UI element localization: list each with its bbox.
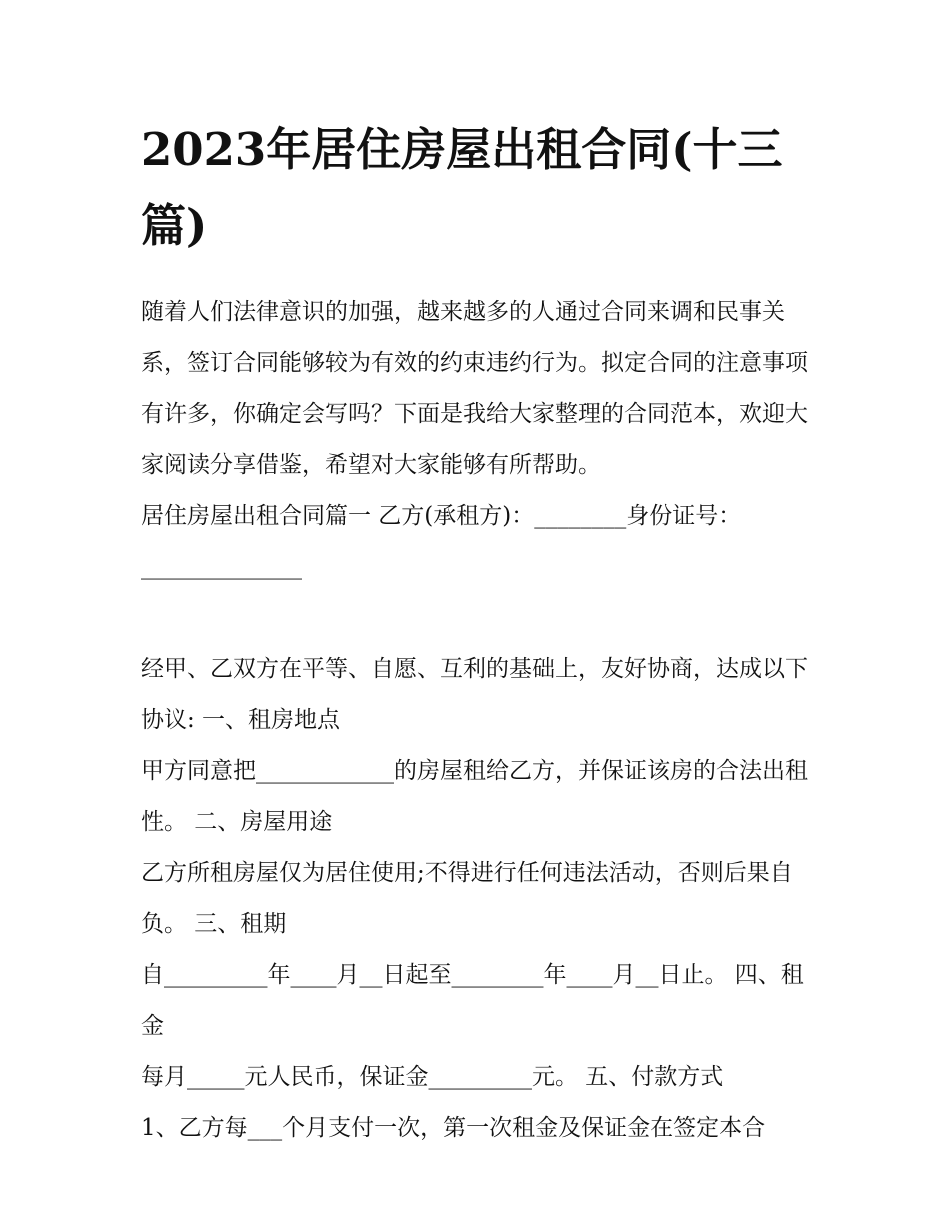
location-paragraph: 甲方同意把____________的房屋租给乙方，并保证该房的合法出租性。 二、房屋用途: [141, 758, 808, 835]
term-paragraph: 自_________年____月__日起至________年____月__日止。 四、租金: [141, 962, 804, 1039]
agreement-paragraph: 经甲、乙双方在平等、自愿、互利的基础上，友好协商，达成以下协议: 一、租房地点: [141, 656, 808, 733]
intro-paragraph: 随着人们法律意识的加强，越来越多的人通过合同来调和民事关系，签订合同能够较为有效的约束违约行为。拟定合同的注意事项有许多，你确定会写吗？下面是我给大家整理的合同范本，欢迎大家阅读分享借鉴，希望对大家能够有所帮助。: [141, 299, 808, 478]
payment-paragraph: 1、乙方每___个月支付一次，第一次租金及保证金在签定本合: [141, 1115, 766, 1141]
document-title: 2023年居住房屋出租合同(十三篇): [141, 123, 783, 252]
contract-party-paragraph: 居住房屋出租合同篇一 乙方(承租方)：________身份证号：______________: [141, 503, 742, 580]
spacer: [141, 593, 821, 644]
usage-paragraph: 乙方所租房屋仅为居住使用;不得进行任何违法活动，否则后果自负。 三、租期: [141, 860, 793, 937]
rent-paragraph: 每月_____元人民币，保证金_________元。 五、付款方式: [141, 1064, 724, 1090]
document-body: [141, 287, 821, 1154]
document-page: [141, 112, 821, 1154]
